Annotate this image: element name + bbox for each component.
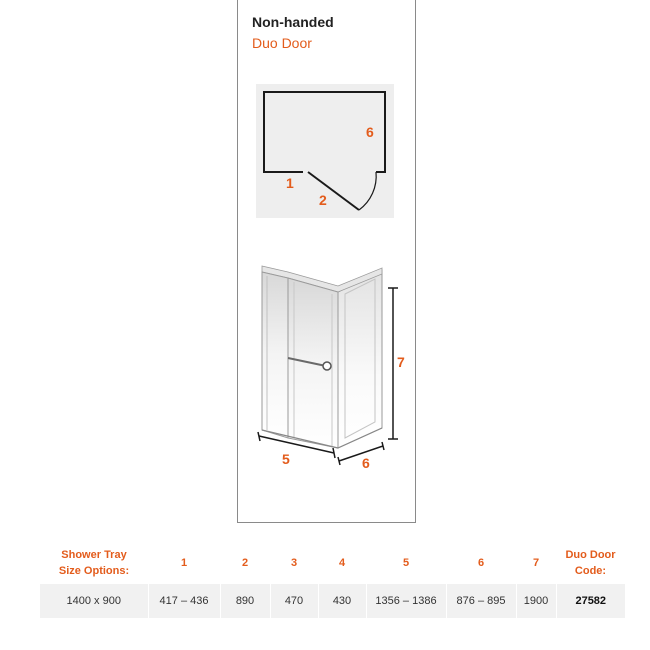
- table-row: [40, 584, 625, 618]
- plan-label-2: 2: [319, 192, 327, 208]
- cell-dim-2: 890: [220, 584, 270, 618]
- cell-dim-6: 876 – 895: [446, 584, 516, 618]
- elevation-label-6: 6: [362, 455, 370, 471]
- elevation-label-7: 7: [397, 354, 405, 370]
- header-tray-size: [40, 542, 148, 584]
- enclosure-elevation-diagram: [250, 252, 415, 477]
- panel-subtitle: Duo Door: [252, 35, 312, 51]
- table-header-row: [40, 542, 625, 584]
- header-col-3: 3: [290, 557, 298, 569]
- header-col-7: 7: [532, 557, 540, 569]
- door-knob: [323, 362, 331, 370]
- fixed-panel: [262, 272, 288, 438]
- cell-dim-5: 1356 – 1386: [366, 584, 446, 618]
- cell-dim-3: 470: [270, 584, 318, 618]
- plan-view-diagram: [256, 84, 394, 218]
- depth-dimension-tick-left: [338, 457, 340, 465]
- header-col-1: 1: [180, 557, 188, 569]
- plan-label-6: 6: [366, 124, 374, 140]
- header-col-5: 5: [402, 557, 410, 569]
- depth-dimension-tick-right: [382, 442, 384, 450]
- depth-dimension-line: [339, 446, 383, 461]
- header-line: Duo Door: [565, 549, 616, 561]
- header-door-code: [556, 542, 625, 584]
- header-line: Code:: [574, 565, 607, 577]
- header-col-4: 4: [338, 557, 346, 569]
- width-dimension-tick-left: [258, 432, 260, 441]
- header-line: Size Options:: [58, 565, 130, 577]
- elevation-label-5: 5: [282, 451, 290, 467]
- cell-dim-7: 1900: [516, 584, 556, 618]
- cell-tray-size: 1400 x 900: [40, 584, 148, 618]
- size-options-table: [40, 542, 625, 618]
- header-line: Shower Tray: [61, 549, 127, 561]
- cell-dim-4: 430: [318, 584, 366, 618]
- plan-label-1: 1: [286, 175, 294, 191]
- width-dimension-tick-right: [333, 448, 335, 458]
- header-col-2: 2: [241, 557, 249, 569]
- header-col-6: 6: [477, 557, 485, 569]
- panel-title: Non-handed: [252, 14, 334, 30]
- cell-dim-1: 417 – 436: [148, 584, 220, 618]
- cell-door-code: 27582: [556, 584, 625, 618]
